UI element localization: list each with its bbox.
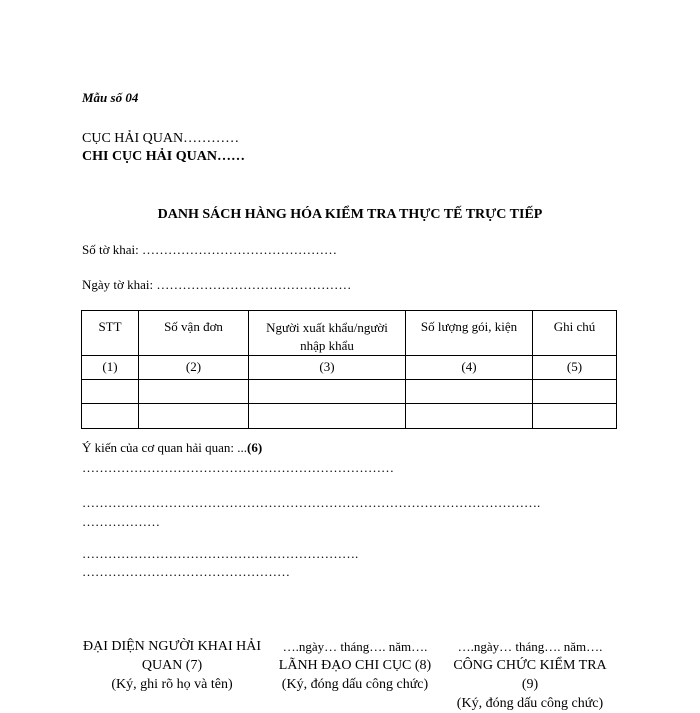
column-number: (2) [139,356,249,380]
column-number: (1) [82,356,139,380]
header-cell-package-quantity: Số lượng gói, kiện [406,311,533,356]
document-title: DANH SÁCH HÀNG HÓA KIỂM TRA THỰC TẾ TRỰC TIẾP [157,207,543,222]
declaration-number-field: Số tờ khai: ……………………………………… [82,242,337,257]
signature-note: (Ký, ghi rõ họ và tên) [111,677,233,692]
table-cell[interactable] [82,380,139,404]
table-cell[interactable] [533,380,617,404]
table-cell[interactable] [139,380,249,404]
signature-role: CÔNG CHỨC KIỂM TRA (9) [453,658,607,692]
opinion-line: ………………………………………… [82,564,290,579]
column-number: (3) [249,356,406,380]
header-cell-bill-of-lading: Số vận đơn [139,311,249,356]
signature-note: (Ký, đóng dấu công chức) [281,677,429,692]
table-cell[interactable] [406,404,533,429]
signature-note: (Ký, đóng dấu công chức) [456,696,604,711]
signature-role: ĐẠI DIỆN NGƯỜI KHAI HẢI QUAN (7) [82,639,262,673]
header-cell-stt: STT [82,311,139,356]
signature-block-chief [265,637,445,694]
opinion-line: ……………………………………………………………… [82,460,394,475]
signature-block-declarant [82,637,262,694]
customs-subdepartment-line: CHI CỤC HẢI QUAN…… [82,149,245,164]
form-number: Mẫu số 04 [82,90,139,105]
table-header-row [82,311,617,356]
signature-role: LÃNH ĐẠO CHI CỤC (8) [278,658,432,673]
column-number: (5) [533,356,617,380]
goods-table [81,310,617,429]
opinion-line: ……………… [82,514,160,529]
table-cell[interactable] [406,380,533,404]
customs-opinion-label: Ý kiến của cơ quan hải quan: ...(6) [82,440,263,455]
customs-department-line: CỤC HẢI QUAN………… [82,131,240,146]
signature-block-inspector [446,637,614,713]
table-cell[interactable] [139,404,249,429]
table-cell[interactable] [249,404,406,429]
table-number-row [82,356,617,380]
header-cell-notes: Ghi chú [533,311,617,356]
table-row [82,380,617,404]
column-number: (4) [406,356,533,380]
opinion-line: ……………………………………………………………………………………………. [82,495,541,510]
declaration-date-field: Ngày tờ khai: ……………………………………… [82,277,352,292]
table-cell[interactable] [82,404,139,429]
signature-date: ….ngày… tháng…. năm…. [282,639,428,654]
signature-date: ….ngày… tháng…. năm…. [457,639,603,654]
opinion-line: ………………………………………………………. [82,546,359,561]
opinion-reference: (6) [247,440,263,455]
header-cell-exporter-importer: Người xuất khẩu/người nhập khẩu [249,311,406,356]
table-cell[interactable] [533,404,617,429]
table-cell[interactable] [249,380,406,404]
table-row [82,404,617,429]
